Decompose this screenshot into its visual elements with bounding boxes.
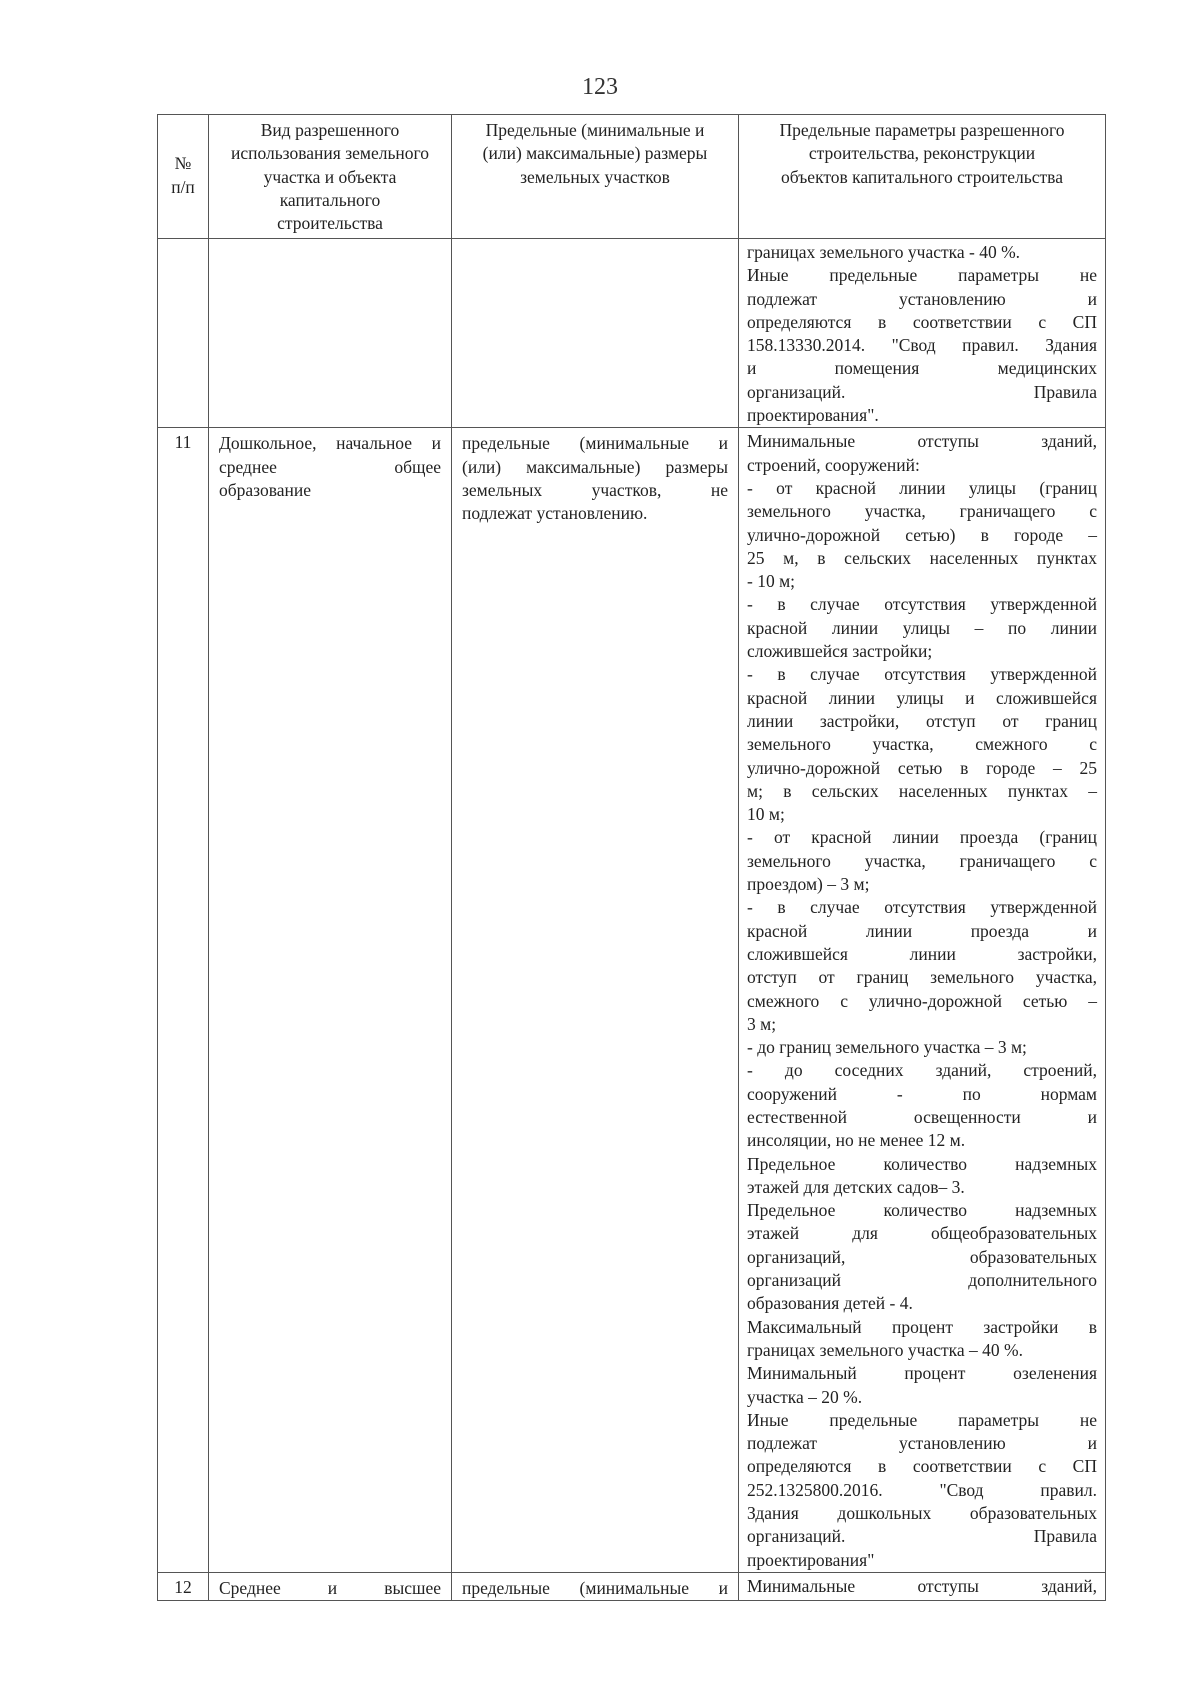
parameters-line: - от красной линии проезда (границ (747, 827, 1097, 848)
plot-size-cell (452, 1572, 739, 1600)
parameters-line: организаций. Правила (747, 381, 1097, 402)
parameters-line: организаций, образовательных (747, 1246, 1097, 1267)
header-text: Предельные (минимальные и (485, 120, 705, 140)
parameters-line: участка – 20 %. (747, 1386, 863, 1407)
parameters-line: организаций. Правила (747, 1526, 1097, 1547)
header-use-type (209, 115, 452, 239)
parameters-line: и помещения медицинских (747, 358, 1097, 379)
parameters-line: Минимальные отступы зданий, (747, 1575, 1097, 1596)
plot-size-line: предельные (минимальные и (462, 1577, 728, 1598)
parameters-line: м; в сельских населенных пунктах – (747, 780, 1097, 801)
parameters-line: определяются в соответствии с СП (747, 311, 1097, 332)
header-text: участка и объекта (263, 166, 397, 187)
use-type-line: Дошкольное, начальное и (219, 433, 441, 454)
header-plot-sizes (452, 115, 739, 239)
parameters-line: красной линии улицы – по линии (747, 617, 1097, 638)
parameters-line: земельного участка, смежного с (747, 734, 1097, 755)
header-text: объектов капитального строительства (781, 166, 1063, 187)
header-text: Предельные параметры разрешенного (779, 120, 1065, 140)
parameters-line: улично-дорожной сетью в городе – 25 (747, 757, 1097, 778)
parameters-line: - в случае отсутствия утвержденной (747, 897, 1097, 918)
row-number-cell: 12 (158, 1572, 209, 1600)
header-text: Вид разрешенного (260, 120, 400, 140)
parameters-line: линии застройки, отступ от границ (747, 710, 1097, 731)
parameters-line: определяются в соответствии с СП (747, 1456, 1097, 1477)
use-type-cell (209, 428, 452, 1573)
parameters-line: земельного участка, граничащего с (747, 850, 1097, 871)
plot-size-line: подлежат установлению. (462, 503, 648, 524)
parameters-line: - в случае отсутствия утвержденной (747, 594, 1097, 615)
page-number: 123 (582, 74, 618, 100)
header-text: капитального (279, 189, 381, 210)
parameters-line: - до границ земельного участка – 3 м; (747, 1037, 1027, 1058)
header-text: п/п (171, 177, 195, 197)
parameters-line: Здания дошкольных образовательных (747, 1503, 1097, 1524)
plot-size-line: земельных участков, не (462, 479, 728, 500)
parameters-cell (739, 428, 1106, 1573)
parameters-line: красной линии улицы и сложившейся (747, 687, 1097, 708)
parameters-line: этажей для общеобразовательных (747, 1223, 1097, 1244)
parameters-line: этажей для детских садов– 3. (747, 1176, 965, 1197)
parameters-line: 3 м; (747, 1013, 777, 1034)
parameters-line: Иные предельные параметры не (747, 1409, 1097, 1430)
parameters-cell (739, 1572, 1106, 1600)
parameters-line: - от красной линии улицы (границ (747, 477, 1097, 498)
parameters-line: 158.13330.2014. "Свод правил. Здания (747, 335, 1097, 356)
row-number-cell (158, 239, 209, 428)
table-row (158, 428, 1106, 1573)
plot-size-cell (452, 239, 739, 428)
table-row (158, 1572, 1106, 1600)
parameters-line: Иные предельные параметры не (747, 265, 1097, 286)
parameters-line: границах земельного участка – 40 %. (747, 1339, 1023, 1360)
parameters-line: - в случае отсутствия утвержденной (747, 664, 1097, 685)
parameters-line: границах земельного участка - 40 %. (747, 242, 1021, 262)
parameters-line: - 10 м; (747, 571, 796, 592)
parameters-line: организаций дополнительного (747, 1270, 1097, 1291)
header-number (158, 115, 209, 239)
parameters-line: улично-дорожной сетью) в городе – (747, 524, 1097, 545)
use-type-line: образование (219, 479, 312, 500)
header-construction-parameters (739, 115, 1106, 239)
plot-size-line: предельные (минимальные и (462, 433, 728, 454)
parameters-line: 25 м, в сельских населенных пунктах (747, 547, 1097, 568)
parameters-line: подлежат установлению и (747, 288, 1097, 309)
use-type-cell (209, 239, 452, 428)
parameters-line: красной линии проезда и (747, 920, 1097, 941)
parameters-line: отступ от границ земельного участка, (747, 967, 1097, 988)
parameters-line: проектирования". (747, 405, 879, 426)
parameters-cell (739, 239, 1106, 428)
parameters-line: 252.1325800.2016. "Свод правил. (747, 1479, 1097, 1500)
use-type-line: Среднее и высшее (219, 1577, 441, 1598)
parameters-line: сложившейся застройки; (747, 641, 933, 662)
parameters-line: - до соседних зданий, строений, (747, 1060, 1097, 1081)
parameters-line: проектирования" (747, 1549, 875, 1570)
header-text: № (174, 153, 192, 173)
header-text: строительства (277, 213, 383, 234)
header-text: (или) максимальные) размеры (482, 143, 708, 164)
parameters-line: Максимальный процент застройки в (747, 1316, 1097, 1337)
parameters-line: Предельное количество надземных (747, 1200, 1097, 1221)
plot-size-line: (или) максимальные) размеры (462, 456, 728, 477)
table-header-row (158, 115, 1106, 239)
row-number-cell: 11 (158, 428, 209, 1573)
use-type-cell (209, 1572, 452, 1600)
header-text: земельных участков (520, 166, 670, 187)
parameters-line: проездом) – 3 м; (747, 874, 870, 895)
parameters-line: земельного участка, граничащего с (747, 501, 1097, 522)
parameters-line: Предельное количество надземных (747, 1153, 1097, 1174)
parameters-line: Минимальные отступы зданий, (747, 431, 1097, 452)
parameters-line: строений, сооружений: (747, 454, 920, 475)
header-text: строительства, реконструкции (808, 143, 1036, 164)
parameters-line: сложившейся линии застройки, (747, 943, 1097, 964)
parameters-line: естественной освещенности и (747, 1106, 1097, 1127)
regulations-table (157, 114, 1106, 1601)
plot-size-cell (452, 428, 739, 1573)
parameters-line: Минимальный процент озеленения (747, 1363, 1097, 1384)
parameters-line: смежного с улично-дорожной сетью – (747, 990, 1097, 1011)
use-type-line: среднее общее (219, 456, 441, 477)
parameters-line: подлежат установлению и (747, 1433, 1097, 1454)
parameters-line: 10 м; (747, 804, 785, 825)
parameters-line: сооружений - по нормам (747, 1083, 1097, 1104)
parameters-line: образования детей - 4. (747, 1293, 913, 1314)
table-row (158, 239, 1106, 428)
header-text: использования земельного (230, 143, 430, 164)
parameters-line: инсоляции, но не менее 12 м. (747, 1130, 966, 1151)
